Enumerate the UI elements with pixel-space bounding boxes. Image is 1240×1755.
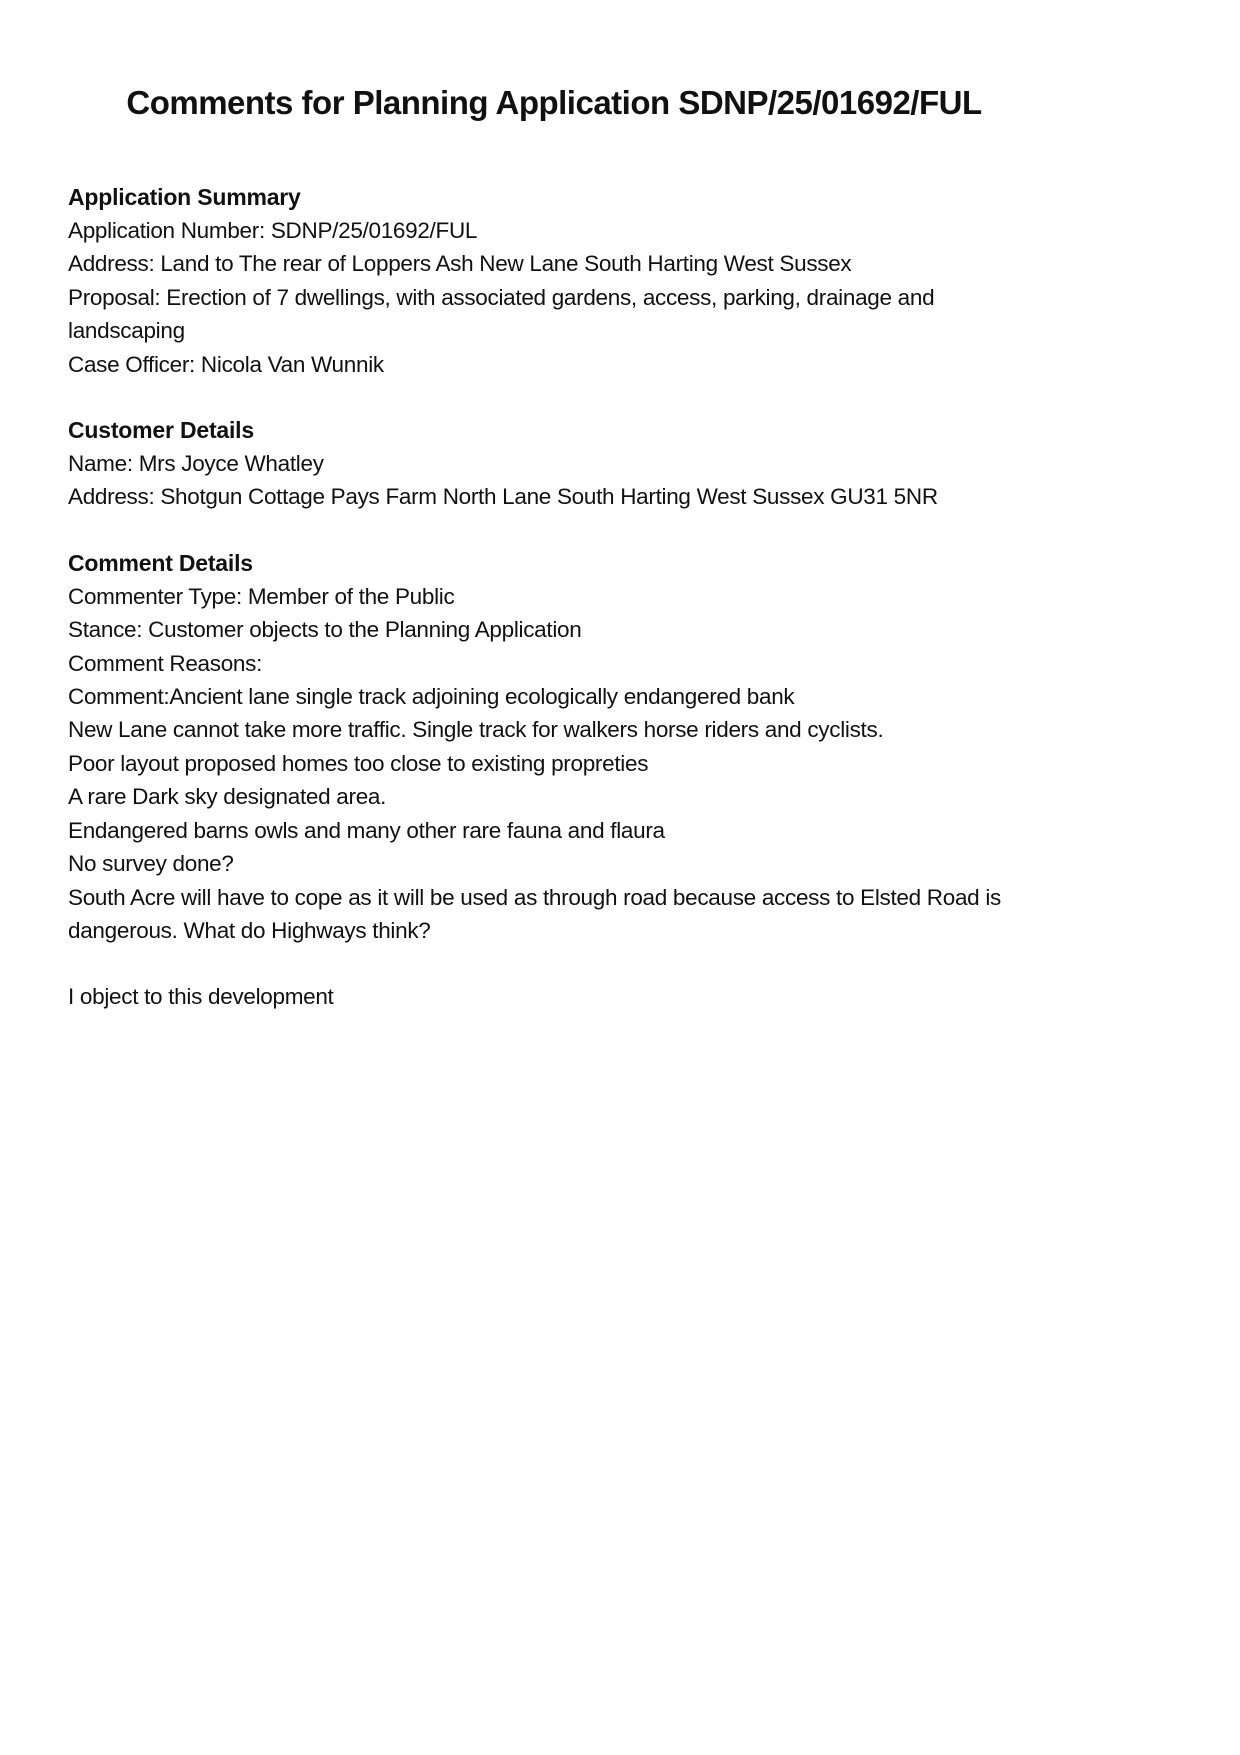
- comment-line-2: New Lane cannot take more traffic. Single track for walkers horse riders and cyclists.: [68, 717, 884, 743]
- proposal-line-2: landscaping: [68, 318, 185, 344]
- comment-line-5: Endangered barns owls and many other rare fauna and flaura: [68, 817, 665, 843]
- comment-details-heading: Comment Details: [68, 549, 253, 576]
- stance-line: Stance: Customer objects to the Planning Application: [68, 617, 582, 643]
- comment-line-6: No survey done?: [68, 851, 234, 877]
- comment-line-4: A rare Dark sky designated area.: [68, 784, 387, 810]
- objection-statement-line: I object to this development: [68, 984, 334, 1010]
- comment-line-8: dangerous. What do Highways think?: [68, 917, 431, 943]
- proposal-line-1: Proposal: Erection of 7 dwellings, with associated gardens, access, parking, drainage and: [68, 284, 935, 310]
- case-officer-line: Case Officer: Nicola Van Wunnik: [68, 351, 384, 377]
- customer-name-line: Name: Mrs Joyce Whatley: [68, 451, 324, 477]
- comment-line-1: Comment:Ancient lane single track adjoining ecologically endangered bank: [68, 684, 795, 710]
- comment-reasons-line: Comment Reasons:: [68, 650, 263, 676]
- customer-details-heading: Customer Details: [68, 417, 254, 444]
- application-number-line: Application Number: SDNP/25/01692/FUL: [68, 218, 478, 243]
- customer-address-line: Address: Shotgun Cottage Pays Farm North Lane South Harting West Sussex GU31 5NR: [68, 484, 938, 510]
- section-customer-details: [68, 414, 1040, 514]
- document-title: Comments for Planning Application SDNP/25/01692/FUL: [126, 84, 982, 121]
- comment-line-7: South Acre will have to cope as it will be used as through road because access to Elsted Road is: [68, 884, 1001, 910]
- site-address-line: Address: Land to The rear of Loppers Ash New Lane South Harting West Sussex: [68, 251, 852, 277]
- section-comment-details: [68, 547, 1040, 947]
- commenter-type-line: Commenter Type: Member of the Public: [68, 583, 455, 609]
- comment-line-3: Poor layout proposed homes too close to existing propreties: [68, 750, 649, 776]
- section-application-summary: [68, 181, 1040, 381]
- application-summary-heading: Application Summary: [68, 184, 301, 210]
